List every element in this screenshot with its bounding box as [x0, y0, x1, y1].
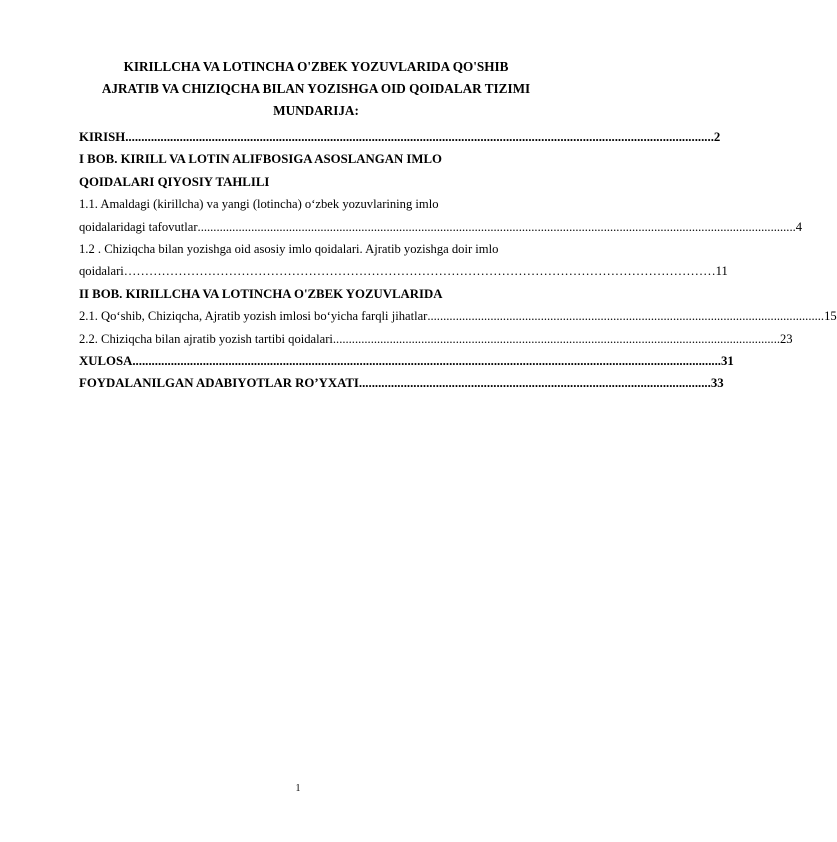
toc-entry-text: KIRISH: [79, 130, 126, 144]
toc-entry-chapter-1-cont: [79, 171, 550, 193]
toc-entry-text: 1.2 . Chiziqcha bilan yozishga oid asosiy imlo qoidalari. Ajratib yozishga doir imlo: [79, 241, 499, 256]
toc-entry-kirish[interactable]: [79, 126, 721, 148]
toc-entry-text: QOIDALARI QIYOSIY TAHLILI: [79, 174, 270, 189]
title-line-1: KIRILLCHA VA LOTINCHA O'ZBEK YOZUVLARIDA QO'SHIB: [123, 59, 509, 74]
table-of-contents: [79, 126, 837, 395]
toc-entry-text: FOYDALANILGAN ADABIYOTLAR RO’YXATI: [79, 376, 359, 391]
toc-entry-references[interactable]: [79, 372, 724, 394]
dot-leader: ..............................................................................................................................: [427, 309, 825, 324]
dot-leader: ..............................................................................................................................................: [332, 331, 780, 346]
toc-entry-xulosa[interactable]: [79, 350, 734, 372]
toc-entry-text: 2.2. Chiziqcha bilan ajratib yozish tartibi qoidalari: [79, 331, 333, 346]
dot-leader: ..............................................................................................................................................................................................: [197, 219, 796, 234]
document-title: [78, 56, 554, 122]
toc-page-number: 15: [824, 309, 837, 324]
toc-page-number: 4: [795, 219, 803, 234]
toc-entry-1-2[interactable]: [79, 238, 550, 260]
toc-entry-1-1-cont[interactable]: [79, 216, 803, 238]
toc-entry-chapter-2[interactable]: [79, 283, 550, 305]
toc-page-number: 11: [715, 264, 728, 279]
dot-leader: ..............................................................................................................: [358, 376, 711, 391]
dot-leader: ........................................................................................................................................................................................: [132, 353, 721, 368]
toc-entry-text: qoidalaridagi tafovutlar: [79, 219, 198, 234]
toc-entry-text: I BOB. KIRILL VA LOTIN ALIFBOSIGA ASOSLANGAN IMLO: [79, 152, 442, 167]
toc-page-number: 2: [713, 130, 721, 144]
toc-entry-text: qoidalari: [79, 264, 124, 279]
title-line-2: AJRATIB VA CHIZIQCHA BILAN YOZISHGA OID QOIDALAR TIZIMI: [101, 81, 531, 96]
toc-entry-text: II BOB. KIRILLCHA VA LOTINCHA O'ZBEK YOZUVLARIDA: [79, 286, 443, 301]
contents-heading: MUNDARIJA:: [273, 103, 359, 118]
toc-page-number: 31: [721, 353, 734, 368]
toc-entry-text: XULOSA: [79, 353, 133, 368]
dot-leader: ……………………………………………………………………………………………………………………………: [123, 264, 716, 279]
toc-entry-2-2[interactable]: [79, 328, 793, 350]
dot-leader: ........................................................................................................................................................................................: [125, 130, 714, 144]
toc-entry-text: 1.1. Amaldagi (kirillcha) va yangi (lotincha) o‘zbek yozuvlarining imlo: [79, 197, 439, 212]
toc-entry-chapter-1[interactable]: [79, 148, 550, 170]
toc-page-number: 33: [710, 376, 724, 391]
page-number: 1: [295, 783, 301, 794]
toc-entry-text: 2.1. Qo‘shib, Chiziqcha, Ajratib yozish imlosi bo‘yicha farqli jihatlar: [79, 309, 428, 324]
toc-entry-2-1[interactable]: [79, 305, 837, 327]
toc-page-number: 23: [779, 331, 793, 346]
toc-entry-1-2-cont[interactable]: [79, 260, 728, 282]
toc-entry-1-1[interactable]: [79, 193, 550, 215]
